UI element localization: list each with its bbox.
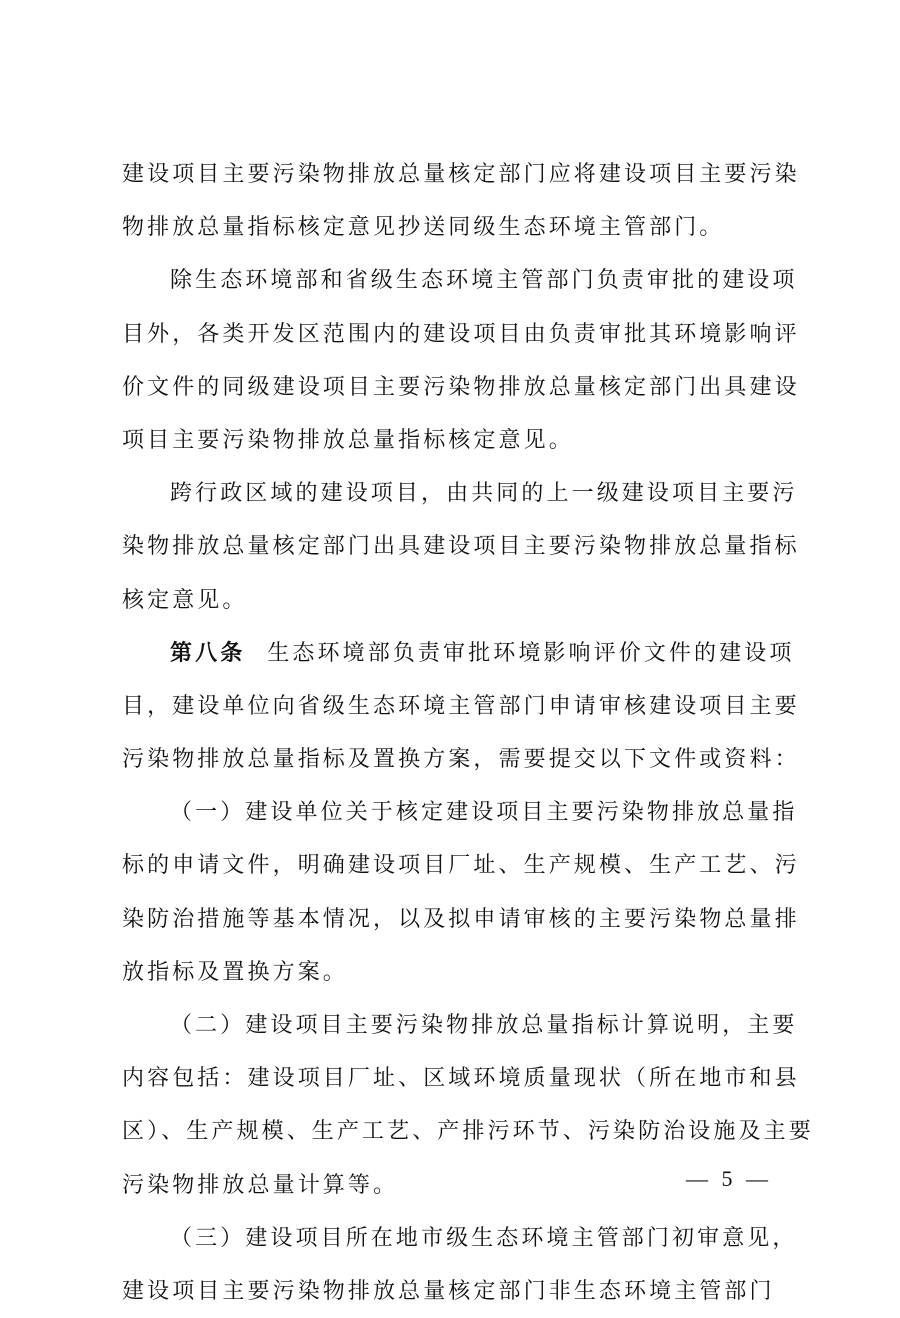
text-line: 项目主要污染物排放总量指标核定意见。 [122, 427, 574, 453]
text-line: 区）、生产规模、生产工艺、产排污环节、污染防治设施及主要 [122, 1119, 814, 1145]
document-body [122, 148, 814, 1318]
text-line: 建设项目主要污染物排放总量核定部门非生态环境主管部门 [122, 1278, 775, 1304]
text-line [122, 627, 795, 680]
text-line: 标的申请文件，明确建设项目厂址、生产规模、生产工艺、污 [122, 853, 800, 879]
text-line: （三）建设项目所在地市级生态环境主管部门初审意见， [170, 1225, 798, 1251]
text-line: 放指标及置换方案。 [122, 959, 348, 985]
article-paragraph [122, 627, 800, 787]
text-line: 内容包括：建设项目厂址、区域环境质量现状（所在地市和县 [122, 1066, 800, 1092]
list-item [122, 786, 800, 999]
text-line: （二）建设项目主要污染物排放总量指标计算说明，主要 [170, 1013, 798, 1038]
text-line: 核定意见。 [122, 587, 248, 613]
text-line: 价文件的同级建设项目主要污染物排放总量核定部门出具建设 [122, 374, 800, 400]
text-line: 目，建设单位向省级生态环境主管部门申请审核建设项目主要 [122, 693, 800, 719]
list-item [122, 1212, 798, 1318]
paragraph [122, 254, 800, 467]
paragraph [122, 467, 800, 627]
text-line: 建设项目主要污染物排放总量核定部门应将建设项目主要污染 [122, 162, 800, 187]
page-number: — 5 — [686, 1166, 772, 1191]
paragraph [122, 148, 800, 254]
article-text: 生态环境部负责审批环境影响评价文件的建设项 [267, 640, 795, 666]
list-item [122, 999, 814, 1212]
article-heading: 第八条 [170, 640, 246, 666]
text-line: 污染物排放总量指标及置换方案，需要提交以下文件或资料： [122, 747, 800, 773]
text-line: 目外，各类开发区范围内的建设项目由负责审批其环境影响评 [122, 321, 800, 347]
text-line: 物排放总量指标核定意见抄送同级生态环境主管部门。 [122, 215, 725, 241]
text-line: 染防治措施等基本情况，以及拟申请审核的主要污染物总量排 [122, 906, 800, 932]
text-line: 染物排放总量核定部门出具建设项目主要污染物排放总量指标 [122, 534, 800, 560]
text-line: 除生态环境部和省级生态环境主管部门负责审批的建设项 [170, 268, 798, 294]
text-line: 污染物排放总量计算等。 [122, 1172, 399, 1198]
text-line: （一）建设单位关于核定建设项目主要污染物排放总量指 [170, 800, 798, 826]
text-line: 跨行政区域的建设项目，由共同的上一级建设项目主要污 [170, 481, 798, 507]
